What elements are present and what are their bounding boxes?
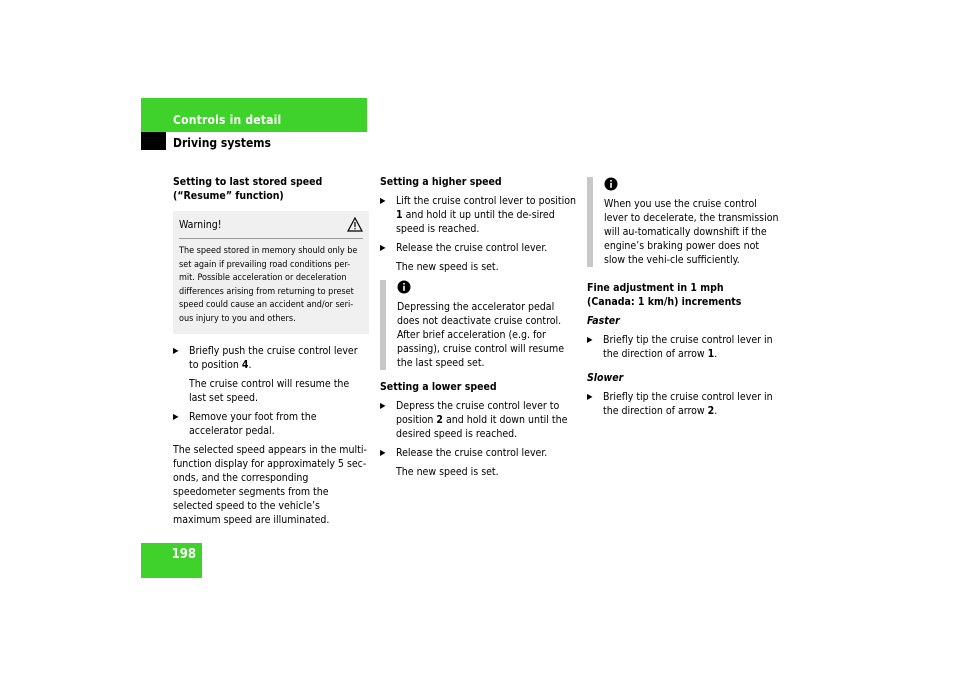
bullet-arrow-icon: ▶ [173, 346, 179, 355]
heading-fine-adjustment-2: (Canada: 1 km/h) increments [587, 296, 742, 308]
step-item: ▶ Briefly tip the cruise control lever in the direction of arrow 1. [587, 334, 773, 360]
chapter-title: Controls in detail [173, 113, 282, 127]
info-icon [604, 177, 783, 195]
step-item: ▶ Briefly push the cruise control lever to position 4. [173, 345, 358, 371]
bullet-arrow-icon: ▶ [380, 401, 386, 410]
step-item: ▶ Briefly tip the cruise control lever in the direction of arrow 2. [587, 391, 773, 417]
note-bar [380, 280, 386, 370]
subheading-faster: Faster [587, 315, 620, 327]
paragraph: The selected speed appears in the multi-function display for approximately 5 sec-onds, and the corresponding speedometer segments from the selected speed to the vehicle’s maximum speed are illuminated. [173, 444, 367, 526]
heading-resume: Setting to last stored speed (“Resume” function) [173, 176, 323, 202]
note-text: Depressing the accelerator pedal does not deactivate cruise control. After brief acceleration (e.g. for passing), cruise control will resume the last speed set. [397, 301, 565, 369]
step-result: The new speed is set. [396, 466, 499, 478]
bullet-arrow-icon: ▶ [380, 448, 386, 457]
heading-lower-speed: Setting a lower speed [380, 381, 497, 393]
position-number: 2 [436, 414, 443, 426]
info-note [380, 280, 576, 370]
info-note [587, 177, 783, 267]
arrow-number: 1 [707, 348, 715, 360]
section-title: Driving systems [173, 136, 271, 150]
bullet-arrow-icon: ▶ [587, 392, 593, 401]
subheading-slower: Slower [587, 372, 624, 384]
position-number: 1 [396, 209, 403, 221]
column-2 [380, 175, 576, 484]
step-item: ▶ Release the cruise control lever. [380, 447, 548, 459]
column-1 [173, 175, 369, 532]
warning-text: The speed stored in memory should only be set again if prevailing road conditions per-mit. Possible acceleration or deceleration differences arising from returning to preset speed could cause an accident and/or seri-ous injury to you and others. [179, 246, 358, 324]
bullet-arrow-icon: ▶ [173, 412, 179, 421]
position-number: 4 [241, 359, 249, 371]
step-item: ▶ Lift the cruise control lever to position 1 and hold it up until the de-sired speed is reached. [380, 195, 576, 235]
column-3 [587, 177, 783, 423]
section-tab [141, 132, 166, 150]
info-icon [397, 280, 576, 298]
warning-triangle-icon [347, 217, 363, 232]
arrow-number: 2 [707, 405, 715, 417]
step-item: ▶ Release the cruise control lever. [380, 242, 548, 254]
warning-title: Warning! [179, 218, 222, 231]
step-result: The cruise control will resume the last set speed. [189, 378, 350, 404]
heading-higher-speed: Setting a higher speed [380, 176, 502, 188]
note-bar [587, 177, 593, 267]
note-text: When you use the cruise control lever to decelerate, the transmission will au-tomatically downshift if the engine’s braking power does not slow the vehi-cle sufficiently. [604, 198, 779, 266]
step-result: The new speed is set. [396, 261, 499, 273]
step-item: ▶ Remove your foot from the accelerator pedal. [173, 411, 317, 437]
heading-fine-adjustment: Fine adjustment in 1 mph [587, 282, 724, 294]
warning-box [173, 211, 369, 334]
step-item: ▶ Depress the cruise control lever to position 2 and hold it down until the desired speed is reached. [380, 400, 568, 440]
page-number: 198 [171, 547, 196, 562]
warning-divider [179, 238, 363, 239]
bullet-arrow-icon: ▶ [587, 335, 593, 344]
bullet-arrow-icon: ▶ [380, 243, 386, 252]
bullet-arrow-icon: ▶ [380, 196, 386, 205]
